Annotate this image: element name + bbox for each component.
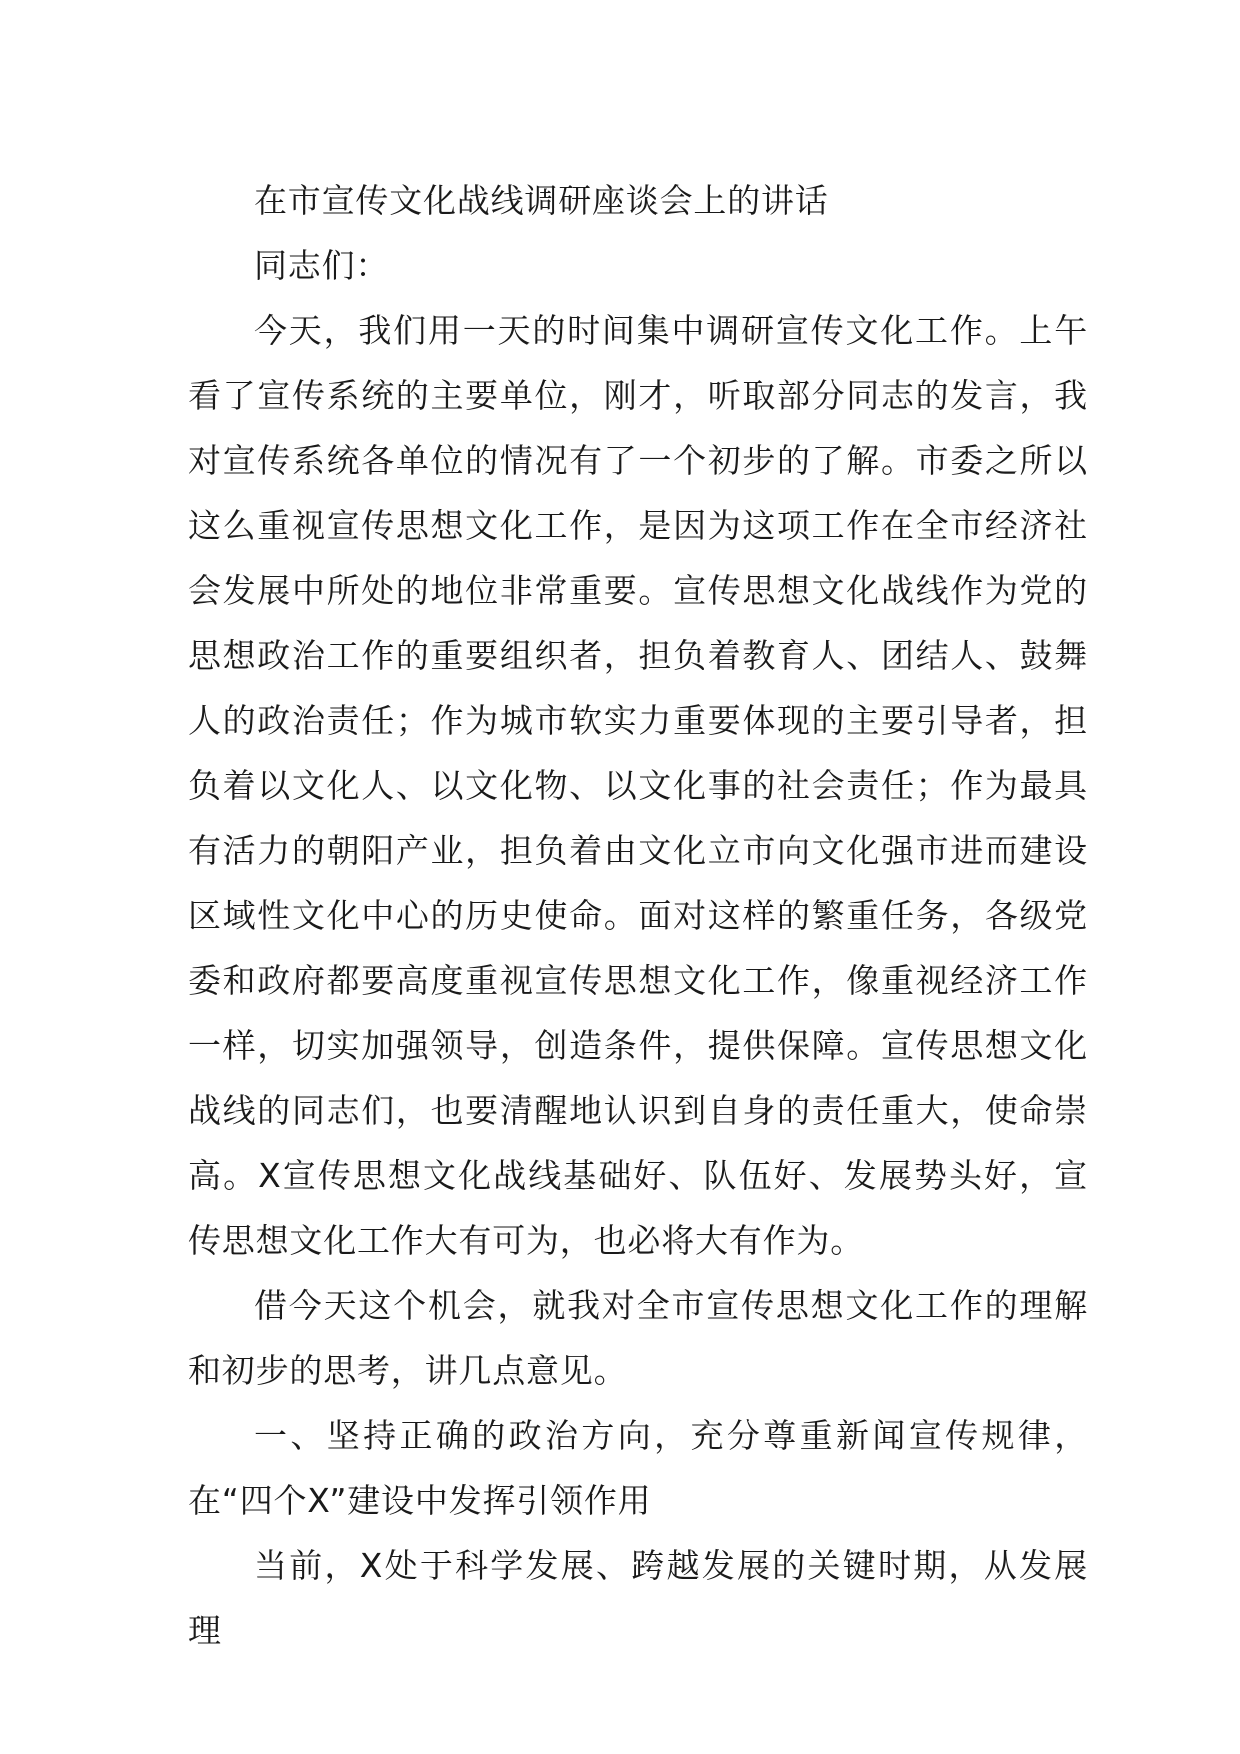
section-heading: 一、坚持正确的政治方向，充分尊重新闻宣传规律，在“四个X”建设中发挥引领作用 — [188, 1416, 1088, 1520]
body-paragraph: 今天，我们用一天的时间集中调研宣传文化工作。上午看了宣传系统的主要单位，刚才，听取部分同志的发言，我对宣传系统各单位的情况有了一个初步的了解。市委之所以这么重视宣传思想文化工作，是因为这项工作在全市经济社会发展中所处的地位非常重要。宣传思想文化战线作为党的思想政治工作的重要组织者，担负着教育人、团结人、鼓舞人的政治责任；作为城市软实力重要体现的主要引导者，担负着以文化人、以文化物、以文化事的社会责任；作为最具有活力的朝阳产业，担负着由文化立市向文化强市进而建设区域性文化中心的历史使命。面对这样的繁重任务，各级党委和政府都要高度重视宣传思想文化工作，像重视经济工作一样，切实加强领导，创造条件，提供保障。宣传思想文化战线的同志们，也要清醒地认识到自身的责任重大，使命崇高。X宣传思想文化战线基础好、队伍好、发展势头好，宣传思想文化工作大有可为，也必将大有作为。 — [188, 311, 1088, 1260]
salutation: 同志们： — [254, 246, 390, 285]
body-paragraph: 当前，X处于科学发展、跨越发展的关键时期，从发展理 — [188, 1546, 1088, 1650]
document-body — [188, 168, 1088, 1663]
body-paragraph: 借今天这个机会，就我对全市宣传思想文化工作的理解和初步的思考，讲几点意见。 — [188, 1286, 1088, 1390]
speech-title: 在市宣传文化战线调研座谈会上的讲话 — [254, 181, 829, 220]
